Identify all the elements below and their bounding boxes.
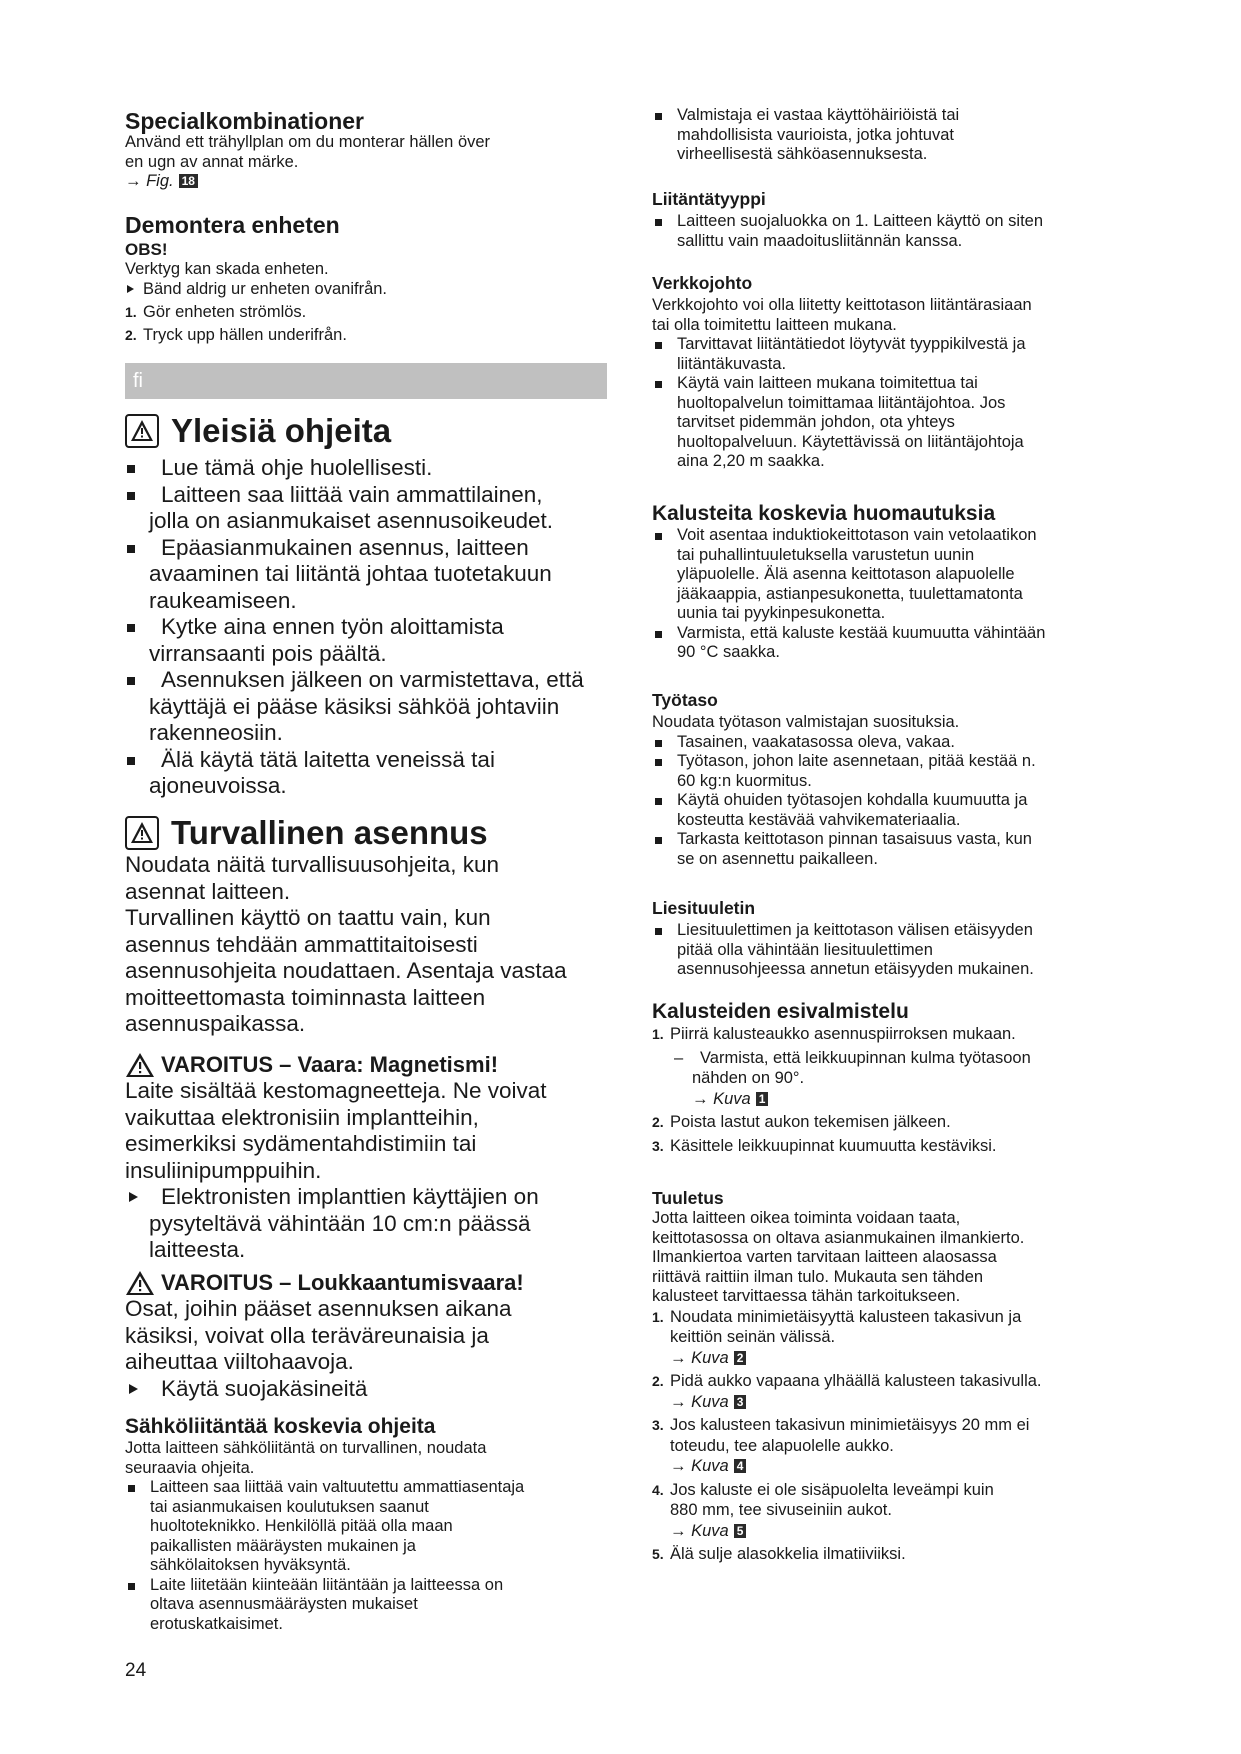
list-item: Liesituulettimen ja keittotason välisen etäisyyden	[652, 921, 1142, 941]
text-line: Verkkojohto voi olla liitetty keittotason liitäntärasiaan	[652, 296, 1032, 314]
text-line: Osat, joihin pääset asennuksen aikana	[125, 1296, 512, 1321]
heading-sahkoliitanta: Sähköliitäntää koskevia ohjeita	[125, 1415, 436, 1438]
list-item: Tasainen, vaakatasossa oleva, vakaa.	[652, 733, 1142, 753]
heading-verkkojohto: Verkkojohto	[652, 273, 753, 293]
warning-injury	[125, 1270, 610, 1402]
list-item	[125, 667, 610, 694]
step-text: Poista lastut aukon tekemisen jälkeen.	[670, 1113, 951, 1131]
step-text: Piirrä kalusteaukko asennuspiirroksen mukaan.	[670, 1025, 1016, 1043]
text-line: seuraavia ohjeita.	[125, 1458, 255, 1477]
list-line: jääkaappia, astianpesukonetta, tuulettamatonta	[677, 584, 1023, 603]
warning-magnetism	[125, 1052, 610, 1264]
list-line: uunia tai pyykinpesukonetta.	[677, 604, 886, 622]
heading-yleisia	[125, 412, 610, 450]
notice-text: Verktyg kan skada enheten.	[125, 260, 329, 278]
text-line: Noudata työtason valmistajan suosituksia.	[652, 713, 960, 731]
list-item: Tarvittavat liitäntätiedot löytyvät tyyppikilvestä ja	[652, 335, 1142, 355]
figure-reference	[652, 1521, 1142, 1542]
sub-item: – Varmista, että leikkuupinnan kulma työtasoon	[674, 1048, 1031, 1067]
figure-label: → Kuva	[670, 1457, 729, 1475]
section-sahkoliitanta	[125, 1415, 610, 1634]
figure-label: → Kuva	[692, 1089, 751, 1108]
step-text: Jos kaluste ei ole sisäpuolelta leveämpi kuin	[670, 1480, 994, 1499]
list-line: sähkölaitoksen hyväksyntä.	[150, 1556, 351, 1574]
step-item	[652, 1415, 1142, 1436]
text-line: asennuspaikassa.	[125, 1011, 306, 1036]
text-line: tai olla toimitettu laitteen mukana.	[652, 315, 897, 334]
list-line: yläpuolelle. Älä asenna keittotason alapuolelle	[677, 565, 1015, 583]
warning-icon	[125, 816, 159, 850]
figure-label: → Kuva	[670, 1521, 729, 1540]
list-item	[125, 614, 610, 641]
text-line: Noudata näitä turvallisuusohjeita, kun	[125, 852, 499, 877]
text-line: 880 mm, tee sivuseiniin aukot.	[670, 1501, 892, 1519]
figure-number: 3	[734, 1395, 747, 1409]
step-text: Pidä aukko vapaana ylhäällä kalusteen takasivulla.	[670, 1372, 1042, 1390]
text-line: kalusteet tarvittaessa tähän tarkoitukseen.	[652, 1287, 961, 1305]
section-tyotaso	[652, 690, 1142, 869]
heading-kalusteita: Kalusteita koskevia huomautuksia	[652, 502, 996, 525]
step-item	[652, 1136, 1142, 1157]
warning-icon	[125, 414, 159, 448]
text-line: pysyteltävä vähintään 10 cm:n päässä	[149, 1210, 531, 1236]
list-line: käyttäjä ei pääse käsiksi sähköä johtaviin	[149, 693, 560, 719]
warning-body	[125, 1078, 610, 1264]
text-line: Ilmankiertoa varten tarvitaan laitteen alaosassa	[652, 1248, 997, 1266]
step-item	[652, 1544, 1142, 1565]
section-esivalmistelu	[652, 1000, 1142, 1156]
step-number: 2.	[652, 1373, 664, 1389]
list-line: raukeamiseen.	[149, 587, 297, 613]
step-item	[652, 1307, 1142, 1328]
list-item: Laitteen suojaluokka on 1. Laitteen käyttö on siten	[652, 212, 1142, 232]
list-line: 90 °C saakka.	[677, 643, 780, 661]
list-item: Laite liitetään kiinteään liitäntään ja laitteessa on	[125, 1576, 610, 1596]
figure-number: 18	[179, 174, 198, 188]
action-item: Käytä suojakäsineitä	[125, 1376, 610, 1403]
heading-turvallinen	[125, 814, 610, 852]
step-number: 2.	[125, 326, 137, 343]
heading-tyotaso: Työtaso	[652, 690, 718, 710]
bullet-list	[125, 455, 610, 800]
figure-label: → Kuva	[670, 1348, 729, 1367]
list-item: Varmista, että kaluste kestää kuumuutta vähintään	[652, 624, 1142, 644]
list-line: paikallisten määräysten mukainen ja	[150, 1536, 416, 1555]
step-number: 5.	[652, 1546, 664, 1562]
warning-body	[125, 1296, 610, 1402]
list-line: huoltopalveluun. Käytettävissä on liitäntäjohtoja	[677, 432, 1024, 451]
text-line: insuliinipumppuihin.	[125, 1157, 322, 1183]
list-line: huoltoteknikko. Henkilöllä pitää olla maan	[150, 1517, 453, 1535]
list-item: Lue tämä ohje huolellisesti.	[125, 455, 610, 482]
text-line: keittiön seinän välissä.	[670, 1328, 836, 1346]
sub-item-text: Varmista, että leikkuupinnan kulma työtasoon	[700, 1048, 1031, 1067]
text-line: asennusohjeita noudattaen. Asentaja vastaa	[125, 958, 567, 983]
heading-tuuletus: Tuuletus	[652, 1188, 724, 1208]
section-manufacturer-note	[652, 106, 1142, 165]
step-number: 1.	[652, 1308, 664, 1325]
section-kalusteita	[652, 502, 1142, 663]
list-line: aina 2,20 m saakka.	[677, 452, 825, 470]
list-line: kosteutta kestävää vahvikemateriaalia.	[677, 810, 961, 829]
figure-number: 5	[734, 1524, 747, 1538]
page-number: 24	[125, 1660, 147, 1681]
step-item	[652, 1480, 1142, 1501]
text-line: en ugn av annat märke.	[125, 152, 299, 171]
list-line: se on asennettu paikalleen.	[677, 849, 878, 868]
figure-reference	[652, 1089, 1142, 1110]
step-item	[652, 1112, 1142, 1133]
figure-label: → Fig.	[125, 172, 174, 190]
list-item: Laitteen saa liittää vain valtuutettu ammattiasentaja	[125, 1478, 610, 1498]
text-line: Använd ett trähyllplan om du monterar hällen över	[125, 133, 491, 151]
step-text: Tryck upp hällen underifrån.	[143, 325, 347, 344]
section-verkkojohto	[652, 273, 1142, 472]
list-item: Valmistaja ei vastaa käyttöhäiriöistä tai	[652, 106, 1142, 126]
list-line: erotuskatkaisimet.	[150, 1614, 283, 1633]
text-line: riittävä raittiin ilman tulo. Mukauta sen tähden	[652, 1267, 984, 1286]
text-line: asennat laitteen.	[125, 878, 291, 904]
list-item: Käytä ohuiden työtasojen kohdalla kuumuutta ja	[652, 791, 1142, 811]
list-line: Laitteen saa liittää vain ammattilainen,	[161, 481, 543, 507]
section-demontera	[125, 212, 610, 345]
list-line: tai asianmukaisen koulutuksen saanut	[150, 1497, 429, 1516]
warning-title-text: VAROITUS – Vaara: Magnetismi!	[161, 1052, 499, 1077]
notice-label: OBS!	[125, 240, 168, 259]
warning-triangle-icon	[125, 1052, 155, 1078]
step-text: Älä sulje alasokkelia ilmatiiviiksi.	[670, 1545, 906, 1563]
paragraph	[125, 852, 610, 1038]
figure-label: → Kuva	[670, 1392, 729, 1411]
list-item: Voit asentaa induktiokeittotason vain vetolaatikon	[652, 526, 1142, 546]
warning-title	[125, 1270, 610, 1296]
language-label: fi	[133, 370, 143, 392]
step-number: 4.	[652, 1481, 664, 1498]
heading-text: Turvallinen asennus	[171, 814, 488, 851]
step-number: 1.	[125, 304, 137, 320]
step-item	[652, 1024, 1142, 1045]
step-text: Noudata minimietäisyyttä kalusteen takasivun ja	[670, 1307, 1022, 1326]
warning-triangle-icon	[125, 1270, 155, 1296]
text-line: Laite sisältää kestomagneetteja. Ne voivat	[125, 1078, 547, 1103]
figure-number: 1	[756, 1092, 769, 1106]
list-line: pitää olla vähintään liesituulettimen	[677, 940, 933, 959]
heading-demontera: Demontera enheten	[125, 212, 340, 238]
step-text: Jos kalusteen takasivun minimietäisyys 20 mm ei	[670, 1416, 1030, 1434]
step-item	[652, 1371, 1142, 1392]
text-line: aiheuttaa viiltohaavoja.	[125, 1349, 354, 1374]
list-line: tarvitset pidemmän johdon, ota yhteys	[677, 413, 955, 431]
list-line: sallittu vain maadoitusliitännän kanssa.	[677, 231, 963, 250]
list-line: huoltopalvelun toimittamaa liitäntäjohtoa. Jos	[677, 393, 1006, 412]
list-line: avaaminen tai liitäntä johtaa tuotetakuun	[149, 561, 552, 586]
list-item	[125, 747, 610, 774]
list-item: Tarkasta keittotason pinnan tasaisuus vasta, kun	[652, 830, 1142, 850]
section-yleisia	[125, 412, 610, 800]
figure-number: 4	[734, 1459, 747, 1473]
step-number: 1.	[652, 1026, 664, 1042]
section-specialkombinationer	[125, 108, 610, 192]
action-item: Bänd aldrig ur enheten ovanifrån.	[125, 280, 610, 300]
figure-reference	[652, 1348, 1142, 1369]
text-line: Turvallinen käyttö on taattu vain, kun	[125, 905, 491, 930]
section-turvallinen	[125, 814, 610, 1038]
step-number: 3.	[652, 1417, 664, 1433]
step-number: 3.	[652, 1137, 664, 1154]
step-text: Gör enheten strömlös.	[143, 303, 307, 321]
heading-liesituuletin: Liesituuletin	[652, 898, 756, 918]
text-line: asennus tehdään ammattitaitoisesti	[125, 931, 478, 957]
list-item	[125, 535, 610, 562]
list-line: jolla on asianmukaiset asennusoikeudet.	[149, 508, 554, 533]
text-line: Jotta laitteen sähköliitäntä on turvallinen, noudata	[125, 1439, 487, 1457]
list-item	[125, 482, 610, 509]
text-line: laitteesta.	[149, 1237, 246, 1262]
text-line: käsiksi, voivat olla teräväreunaisia ja	[125, 1322, 489, 1348]
text-line: esimerkiksi sydämentahdistimiin tai	[125, 1131, 477, 1156]
list-line: asennusohjeessa annetun etäisyyden mukainen.	[677, 960, 1034, 978]
figure-reference	[652, 1392, 1142, 1413]
text-line: vaikuttaa elektronisiin implantteihin,	[125, 1104, 479, 1130]
list-line: oltava asennusmääräysten mukaiset	[150, 1595, 418, 1613]
list-line: Epäasianmukainen asennus, laitteen	[161, 534, 529, 560]
step-item	[125, 303, 610, 323]
list-line: virheellisestä sähköasennuksesta.	[677, 145, 928, 163]
text-line: toteudu, tee alapuolelle aukko.	[670, 1436, 894, 1455]
heading-liitantatyyppi: Liitäntätyyppi	[652, 189, 766, 209]
list-line: ajoneuvoissa.	[149, 773, 287, 798]
language-bar	[125, 363, 607, 399]
figure-reference	[652, 1456, 1142, 1477]
text-line: Jotta laitteen oikea toiminta voidaan taata,	[652, 1209, 961, 1227]
figure-reference	[125, 172, 610, 192]
section-tuuletus	[652, 1188, 1142, 1565]
section-liesituuletin	[652, 898, 1142, 980]
step-text: Käsittele leikkuupinnat kuumuutta kestäviksi.	[670, 1136, 997, 1155]
section-liitantatyyppi	[652, 189, 1142, 251]
list-line: 60 kg:n kuormitus.	[677, 771, 812, 790]
action-item: Elektronisten implanttien käyttäjien on	[125, 1184, 610, 1211]
warning-title-text: VAROITUS – Loukkaantumisvaara!	[161, 1270, 524, 1295]
list-line: Kytke aina ennen työn aloittamista	[161, 614, 504, 639]
list-line: Asennuksen jälkeen on varmistettava, että	[161, 667, 584, 692]
list-item: Työtason, johon laite asennetaan, pitää kestää n.	[652, 752, 1142, 772]
heading-text: Yleisiä ohjeita	[171, 412, 392, 449]
figure-number: 2	[734, 1351, 747, 1365]
text-line: keittotasossa on oltava asianmukainen ilmankierto.	[652, 1228, 1025, 1247]
text-line: nähden on 90°.	[692, 1069, 805, 1087]
step-number: 2.	[652, 1114, 664, 1130]
heading-esivalmistelu: Kalusteiden esivalmistelu	[652, 1000, 909, 1023]
list-line: tai puhallintuuletuksella varustetun uunin	[677, 545, 975, 564]
list-line: liitäntäkuvasta.	[677, 354, 787, 373]
list-line: rakenneosiin.	[149, 720, 283, 745]
step-item	[125, 326, 610, 346]
list-line: mahdollisista vaurioista, jotka johtuvat	[677, 125, 954, 144]
list-item: Käytä vain laitteen mukana toimitettua tai	[652, 374, 1142, 394]
list-line: virransaanti pois päältä.	[149, 640, 387, 666]
list-line: Älä käytä tätä laitetta veneissä tai	[161, 746, 495, 772]
heading-specialkombinationer: Specialkombinationer	[125, 108, 365, 134]
text-line: moitteettomasta toiminnasta laitteen	[125, 984, 486, 1010]
warning-title	[125, 1052, 610, 1078]
